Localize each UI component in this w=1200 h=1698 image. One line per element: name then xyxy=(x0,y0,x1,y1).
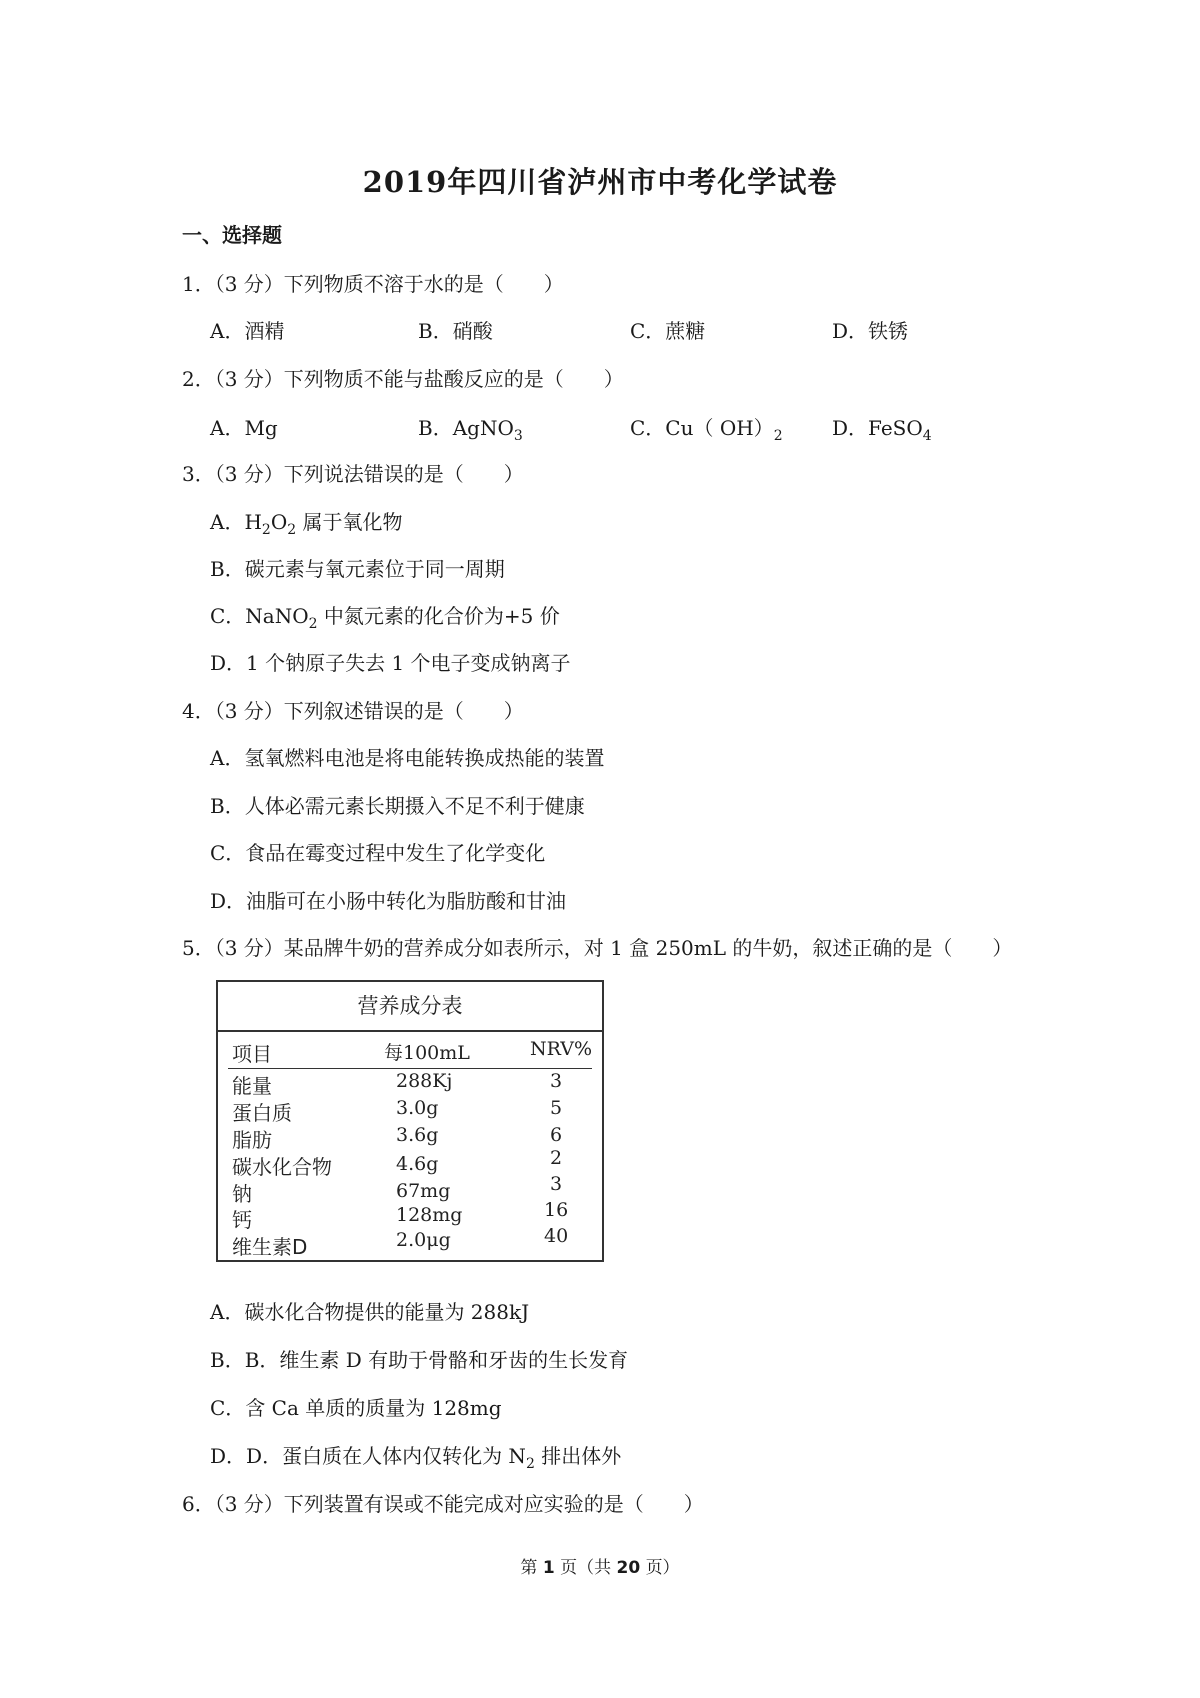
question-3-option-b: B．碳元素与氧元素位于同一周期 xyxy=(210,557,505,581)
table-row-carbohydrate-amount: 4.6g xyxy=(396,1153,439,1175)
table-row-fat-label: 脂肪 xyxy=(232,1128,272,1152)
question-6-stem: 6．（3 分）下列装置有误或不能完成对应实验的是（ ） xyxy=(182,1492,704,1516)
question-5-option-b: B．B．维生素 D 有助于骨骼和牙齿的生长发育 xyxy=(210,1348,629,1372)
question-3-option-a: A．$H_2O_2$ 属于氧化物 xyxy=(210,510,403,538)
table-row-carbohydrate-label: 碳水化合物 xyxy=(232,1155,332,1179)
table-row-vitamin-d-label: 维生素D xyxy=(232,1235,308,1259)
table-row-vitamin-d-nrv: 40 xyxy=(544,1225,569,1247)
question-2-option-c: C．Cu（ $OH)_2$ xyxy=(630,416,783,444)
question-5-option-d: D．D．蛋白质在人体内仅转化为 $N_2$ 排出体外 xyxy=(210,1444,622,1472)
question-4-option-b: B．人体必需元素长期摄入不足不利于健康 xyxy=(210,794,585,818)
table-row-energy-nrv: 3 xyxy=(550,1070,563,1092)
question-2-option-b: B．AgNO$_3$ xyxy=(418,416,523,444)
question-1-option-d: D．铁锈 xyxy=(832,319,909,343)
table-row-calcium-label: 钙 xyxy=(232,1208,252,1232)
footer-page-number: 1 xyxy=(542,1558,555,1578)
table-row-protein-amount: 3.0g xyxy=(396,1097,439,1119)
question-4-option-c: C．食品在霉变过程中发生了化学变化 xyxy=(210,841,546,865)
question-2-option-d: D．FeSO$_4$ xyxy=(832,416,932,444)
footer-prefix: 第 xyxy=(520,1558,538,1578)
table-row-calcium-amount: 128mg xyxy=(396,1204,463,1226)
nutrition-table-title: 营养成分表 xyxy=(357,994,463,1018)
question-5-stem: 5．（3 分）某品牌牛奶的营养成分如表所示，对 1 盒 250mL 的牛奶，叙述正确的是（ ） xyxy=(182,936,1013,960)
question-1-option-a: A．酒精 xyxy=(210,319,285,343)
table-row-sodium-nrv: 3 xyxy=(550,1173,563,1195)
table-row-fat-amount: 3.6g xyxy=(396,1124,439,1146)
section-heading: 一、选择题 xyxy=(182,223,282,247)
question-5-option-a: A．碳水化合物提供的能量为 288kJ xyxy=(210,1300,530,1324)
footer-suffix: 页） xyxy=(645,1558,680,1578)
table-row-energy-label: 能量 xyxy=(232,1074,272,1098)
table-header-per-100ml: 每100mL xyxy=(384,1042,470,1064)
table-header-item: 项目 xyxy=(232,1042,272,1066)
question-3-stem: 3．（3 分）下列说法错误的是（ ） xyxy=(182,462,524,486)
question-4-stem: 4．（3 分）下列叙述错误的是（ ） xyxy=(182,699,524,723)
question-2-stem: 2．（3 分）下列物质不能与盐酸反应的是（ ） xyxy=(182,367,624,391)
table-row-sodium-label: 钠 xyxy=(232,1182,252,1206)
table-row-sodium-amount: 67mg xyxy=(396,1180,451,1202)
footer-total-pages: 20 xyxy=(616,1558,641,1578)
table-row-calcium-nrv: 16 xyxy=(544,1199,569,1221)
page-footer xyxy=(0,1553,1200,1578)
nutrition-table xyxy=(216,980,604,1262)
table-row-vitamin-d-amount: 2.0μg xyxy=(396,1229,451,1251)
footer-middle: 页（共 xyxy=(560,1558,612,1578)
table-divider xyxy=(218,1030,602,1032)
question-1-option-c: C．蔗糖 xyxy=(630,319,706,343)
page-title: 2019年四川省泸州市中考化学试卷 xyxy=(362,165,838,199)
question-1-option-b: B．硝酸 xyxy=(418,319,493,343)
table-row-protein-nrv: 5 xyxy=(550,1097,563,1119)
question-5-option-c: C．含 Ca 单质的质量为 128mg xyxy=(210,1396,502,1420)
question-3-option-d: D．1 个钠原子失去 1 个电子变成钠离子 xyxy=(210,651,571,675)
table-row-fat-nrv: 6 xyxy=(550,1124,563,1146)
question-4-option-a: A．氢氧燃料电池是将电能转换成热能的装置 xyxy=(210,746,605,770)
question-1-stem: 1．（3 分）下列物质不溶于水的是（ ） xyxy=(182,272,564,296)
table-header-divider xyxy=(228,1068,592,1069)
table-row-carbohydrate-nrv: 2 xyxy=(550,1147,563,1169)
question-3-option-c: C．NaNO$_2$ 中氮元素的化合价为+5 价 xyxy=(210,604,560,632)
question-4-option-d: D．油脂可在小肠中转化为脂肪酸和甘油 xyxy=(210,889,567,913)
question-2-option-a: A．Mg xyxy=(210,416,278,440)
table-row-energy-amount: 288Kj xyxy=(396,1070,453,1092)
table-header-nrv: NRV% xyxy=(530,1038,593,1060)
table-row-protein-label: 蛋白质 xyxy=(232,1101,292,1125)
